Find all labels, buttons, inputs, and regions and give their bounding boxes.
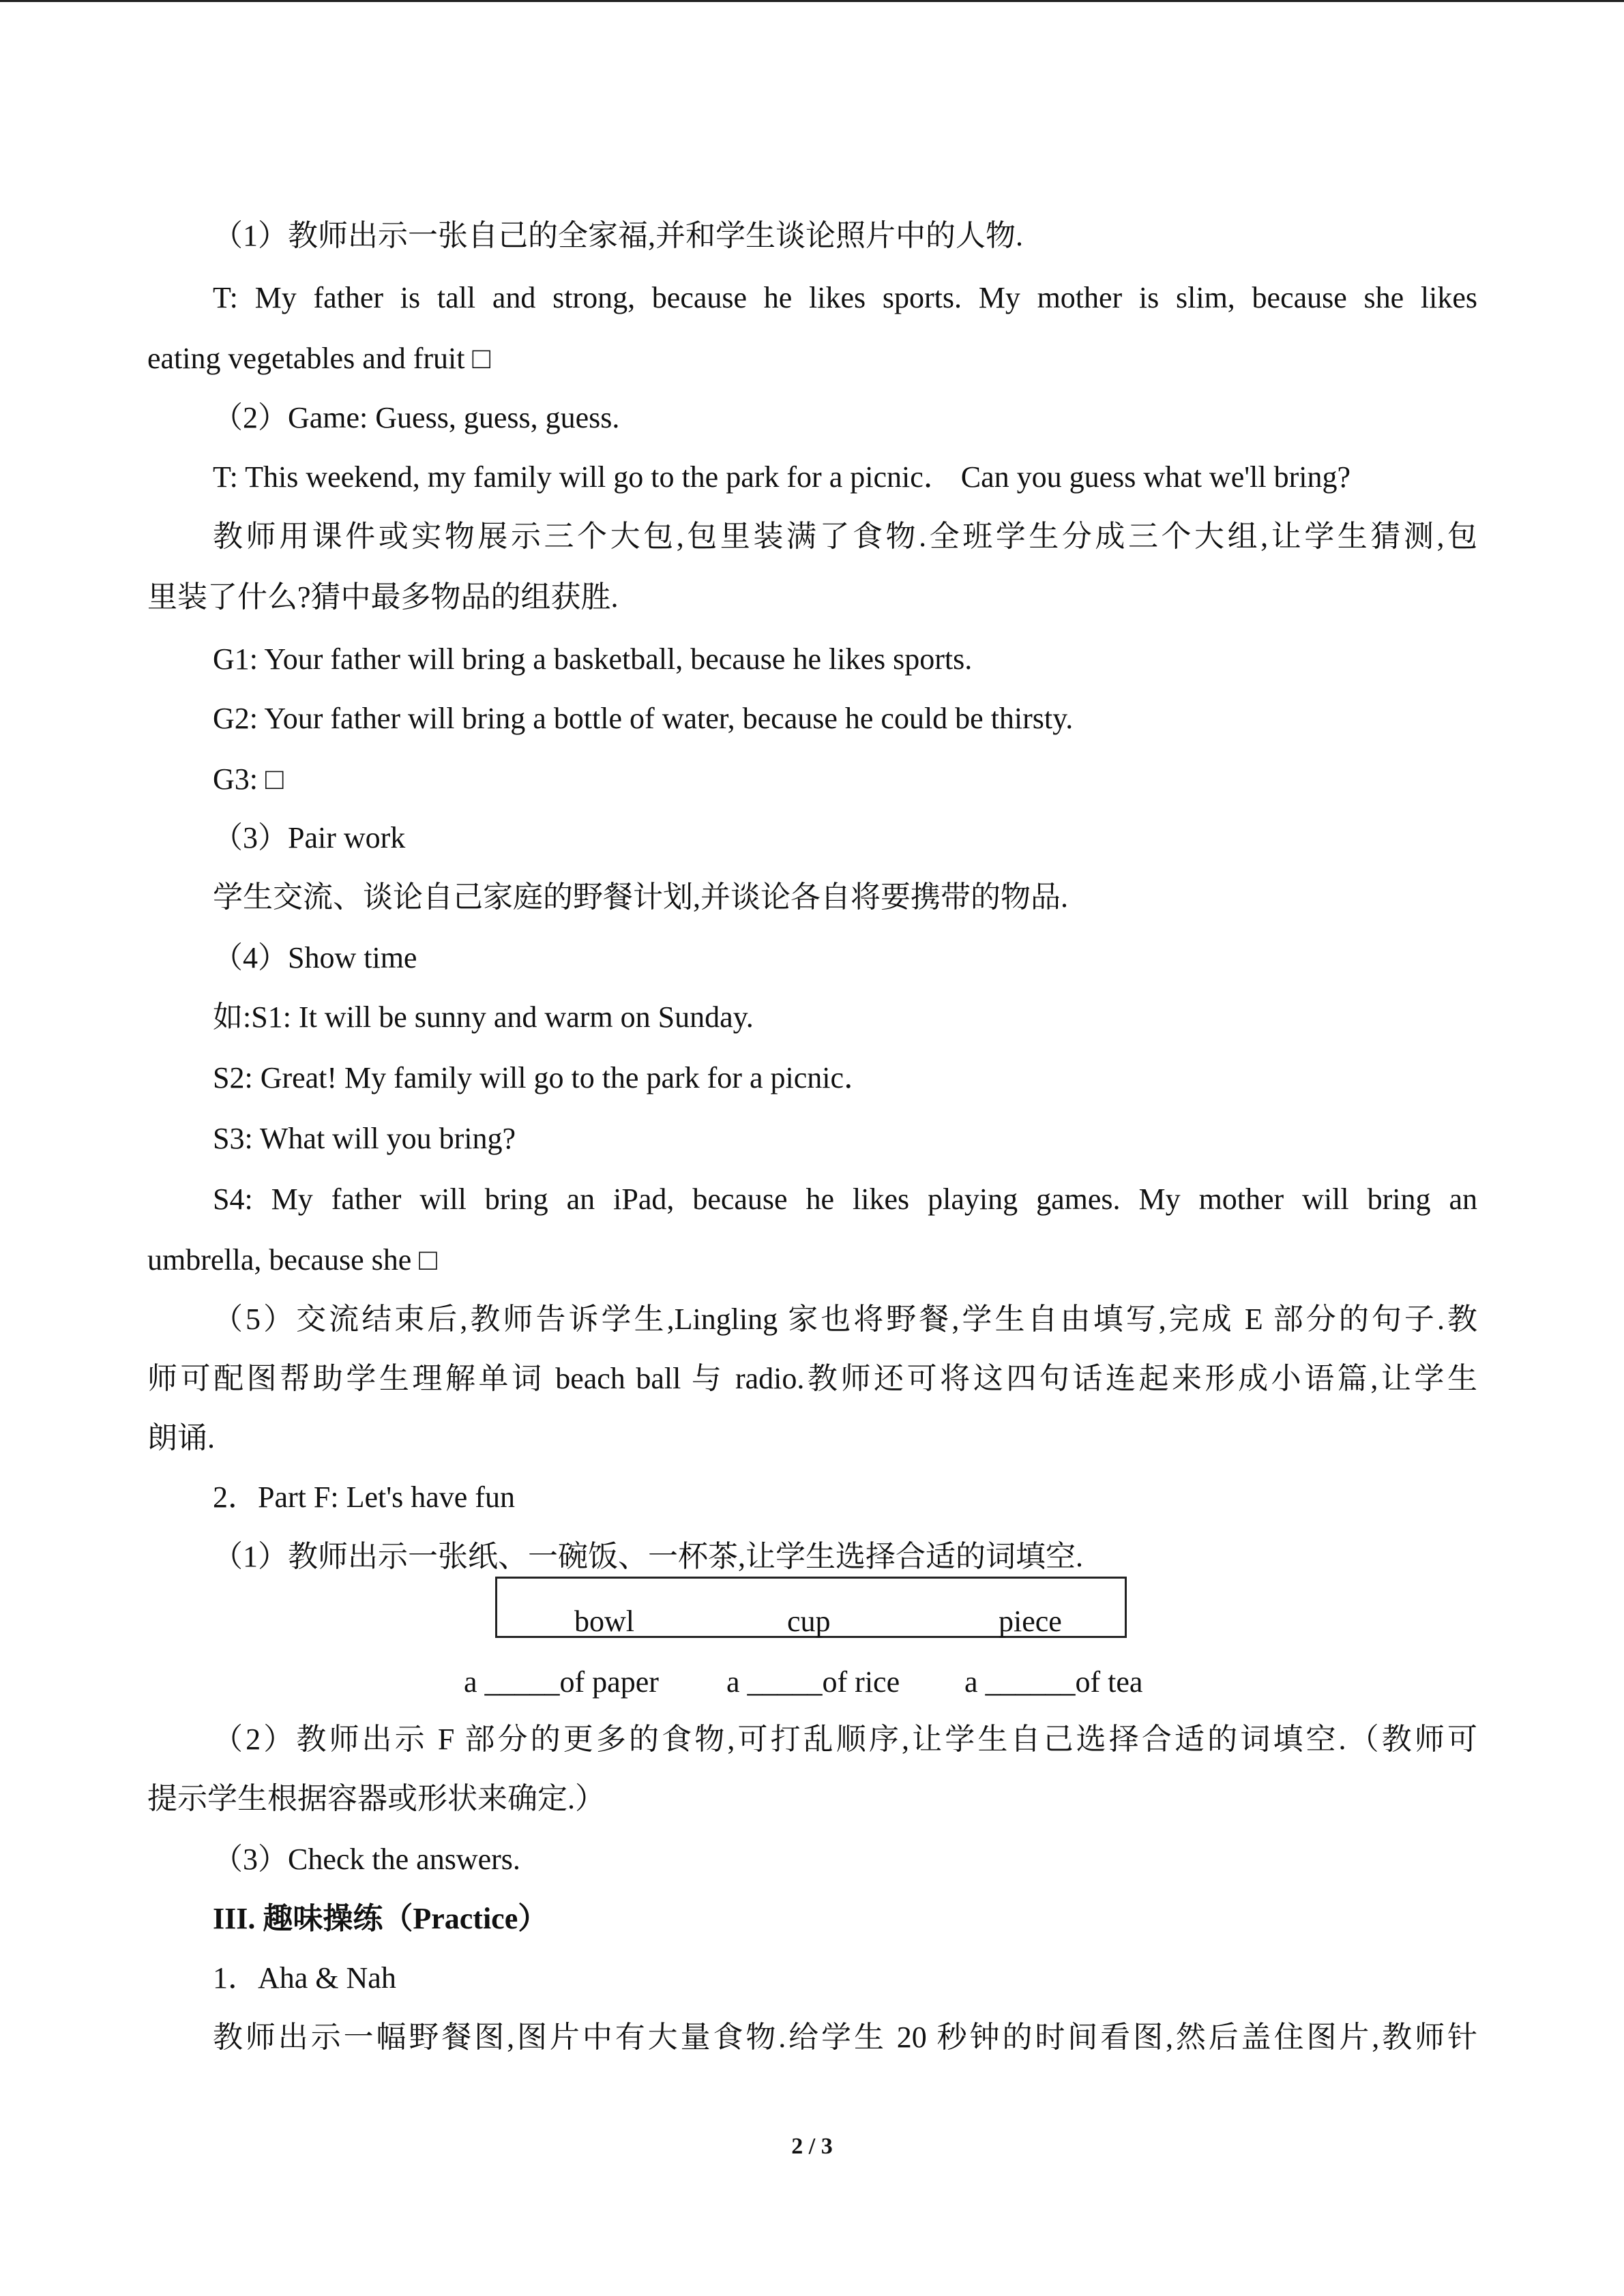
text-line: T: This weekend, my family will go to the park for a picnic． Can you guess what we'll bring? [213,460,1351,494]
word-bank-word: piece [999,1605,1062,1638]
text-line: S2: Great! My family will go to the park for a picnic． [213,1061,874,1094]
text-line: 提示学生根据容器或形状来确定.） [147,1782,605,1815]
section-heading: III. 趣味操练（Practice） [213,1902,548,1935]
text-line: （1）教师出示一张纸、一碗饭、一杯茶,让学生选择合适的词填空. [213,1540,1083,1573]
page-number: 2 / 3 [791,2134,833,2159]
text-line: S3: What will you bring? [213,1122,516,1155]
text-line: （3）Pair work [213,821,406,854]
text-line: G1: Your father will bring a basketball, because he likes sports. [213,642,973,676]
text-line: umbrella, because she □ [147,1243,437,1277]
text-line: （2）Game: Guess, guess, guess. [213,401,620,434]
text-line: T: My father is tall and strong, because he likes sports. My mother is slim, because she likes [213,281,1477,314]
fill-blank-item: a ______of tea [964,1665,1143,1699]
text-line: 2．Part F: Let's have fun [213,1480,515,1514]
text-line: G2: Your father will bring a bottle of water, because he could be thirsty. [213,702,1074,735]
text-line: 学生交流、谈论自己家庭的野餐计划,并谈论各自将要携带的物品. [213,880,1068,914]
text-line: （2）教师出示 F 部分的更多的食物,可打乱顺序,让学生自己选择合适的词填空.（教师可 [213,1723,1477,1756]
text-line: （1）教师出示一张自己的全家福,并和学生谈论照片中的人物. [213,219,1023,252]
word-bank-word: cup [787,1605,831,1638]
text-line: 教师出示一幅野餐图,图片中有大量食物.给学生 20 秒钟的时间看图,然后盖住图片,教师针 [213,2021,1477,2054]
text-line: S4: My father will bring an iPad, because he likes playing games. My mother will bring an [213,1182,1477,1216]
text-line: （4）Show time [213,941,417,974]
fill-blank-item: a _____of rice [726,1665,900,1699]
text-line: （3）Check the answers. [213,1843,520,1876]
text-line: G3: □ [213,762,284,796]
text-line: 师可配图帮助学生理解单词 beach ball 与 radio.教师还可将这四句话连起来形成小语篇,让学生 [147,1362,1477,1395]
text-line: 1．Aha & Nah [213,1961,396,1995]
word-bank-word: bowl [574,1605,634,1638]
text-line: 如:S1: It will be sunny and warm on Sunday. [213,1000,754,1034]
fill-blank-item: a _____of paper [464,1665,659,1699]
text-line: 朗诵. [147,1421,215,1455]
text-line: 教师用课件或实物展示三个大包,包里装满了食物.全班学生分成三个大组,让学生猜测,包 [213,520,1477,553]
text-line: eating vegetables and fruit □ [147,342,491,375]
text-line: （5）交流结束后,教师告诉学生,Lingling 家也将野餐,学生自由填写,完成 E 部分的句子.教 [213,1302,1477,1336]
text-line: 里装了什么?猜中最多物品的组获胜. [147,580,619,614]
